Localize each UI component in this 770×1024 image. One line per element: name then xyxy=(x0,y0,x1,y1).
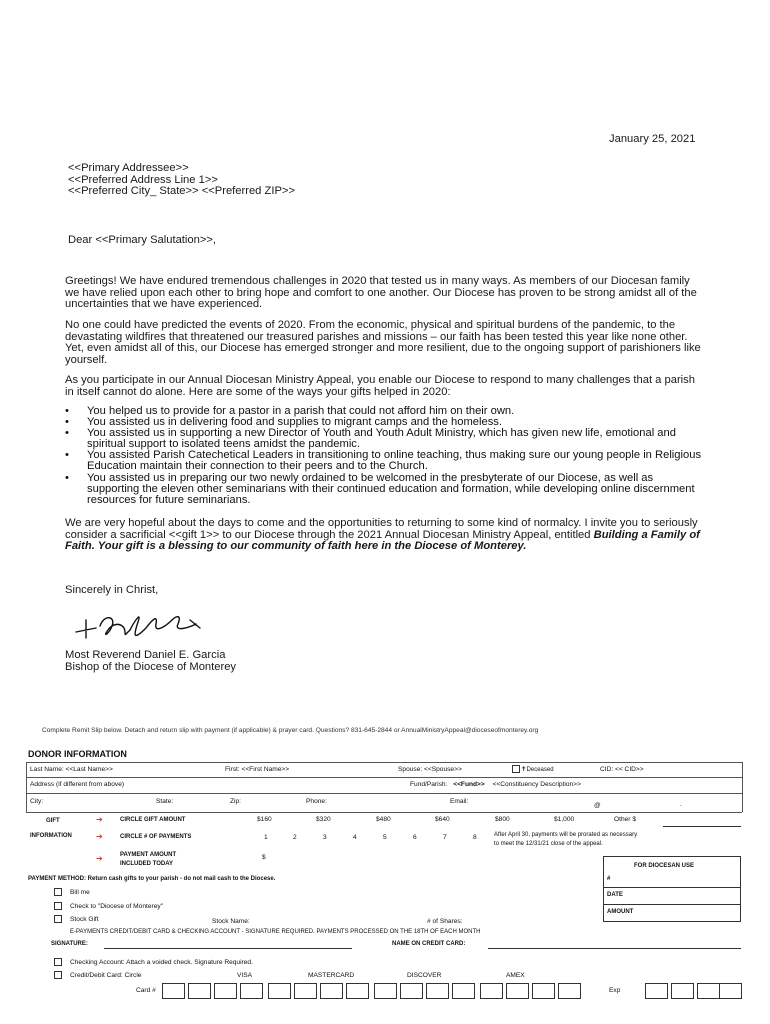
card-number-cell[interactable] xyxy=(400,983,423,999)
paragraph-4-text: We are very hopeful about the days to come and the opportunities to returning to some kind of normalcy. I invite you to seriously consider a sacrificial <<gift 1>> to our Diocese through the 2021 Annual Diocesan Ministry Appeal, entitled xyxy=(65,517,698,541)
paragraph-4-emphasis: Building a Family of Faith. Your gift is a blessing to our community of faith here in the Diocese of Monterey. xyxy=(65,528,700,553)
card-type-visa[interactable]: VISA xyxy=(237,972,253,979)
checkbox-icon[interactable] xyxy=(54,958,62,966)
card-number-cell[interactable] xyxy=(346,983,369,999)
payments-option-2[interactable]: 2 xyxy=(293,834,297,841)
payment-amount-input[interactable]: $ xyxy=(262,854,266,861)
gift-amount-320[interactable]: $320 xyxy=(316,816,331,823)
payments-option-3[interactable]: 3 xyxy=(323,834,327,841)
spouse-field[interactable]: Spouse: <<Spouse>> xyxy=(398,766,462,773)
email-at: @ xyxy=(594,802,601,809)
signature-input[interactable] xyxy=(104,948,352,949)
name-on-card-input[interactable] xyxy=(488,948,741,949)
card-number-cell[interactable] xyxy=(188,983,211,999)
card-number-cell[interactable] xyxy=(374,983,397,999)
fund-parish-field xyxy=(410,781,581,788)
zip-field[interactable]: Zip: xyxy=(230,798,241,805)
diocesan-date-label: DATE xyxy=(607,892,623,898)
signer-name: Most Reverend Daniel E. Garcia xyxy=(65,649,226,661)
phone-field[interactable]: Phone: xyxy=(306,798,327,805)
bullet-icon: • xyxy=(65,427,69,440)
exp-cell[interactable] xyxy=(671,983,694,999)
paragraph-2: No one could have predicted the events of 2020. From the economic, physical and spiritual burdens of the pandemic, to the devastating wildfires that threatened our treasured parishes and missions – our faith has been tested this year like none other. Yet, even amidst all of this, our Diocese has emerged stronger and more resilient, due to the ongoing support of parishioners like yourself. xyxy=(65,319,701,366)
email-field[interactable]: Email: xyxy=(450,798,469,805)
divider xyxy=(26,762,27,812)
card-number-cell[interactable] xyxy=(506,983,529,999)
card-number-cell[interactable] xyxy=(320,983,343,999)
cross-icon: ✝ xyxy=(521,766,527,773)
circle-payments-label: CIRCLE # OF PAYMENTS xyxy=(120,834,192,840)
arrow-icon: ➔ xyxy=(96,854,103,863)
state-field[interactable]: State: xyxy=(156,798,174,805)
card-number-cell[interactable] xyxy=(426,983,449,999)
check-option[interactable]: Check to "Diocese of Monterey" xyxy=(54,902,163,910)
gift-amount-480[interactable]: $480 xyxy=(376,816,391,823)
divider xyxy=(26,762,742,763)
information-label: INFORMATION xyxy=(30,833,72,839)
bullet-icon: • xyxy=(65,405,69,417)
diocesan-use-title: FOR DIOCESAN USE xyxy=(634,863,695,869)
address-line-3: <<Preferred City_ State>> <<Preferred ZIP>> xyxy=(68,185,295,198)
city-field[interactable]: City: xyxy=(30,798,44,805)
card-number-cell[interactable] xyxy=(558,983,581,999)
card-number-cell[interactable] xyxy=(452,983,475,999)
remit-instruction: Complete Remit Slip below. Detach and return slip with payment (if applicable) & prayer card. Questions? 831-645-2844 or AnnualMinistryAppeal@dioceseofmonterey.org xyxy=(42,727,539,734)
last-name-field[interactable]: Last Name: <<Last Name>> xyxy=(30,766,113,773)
exp-cell[interactable] xyxy=(719,983,742,999)
list-item: • You assisted us in delivering food and supplies to migrant camps and the homeless. xyxy=(65,416,503,429)
list-item: • You assisted us in supporting a new Director of Youth and Youth Adult Ministry, which has given new life, emotional and spiritual support to isolated teens amidst the pandemic. xyxy=(65,427,676,451)
bullet-icon: • xyxy=(65,416,69,429)
fund-parish-label: Fund/Parish: xyxy=(410,781,448,788)
divider xyxy=(26,777,742,778)
credit-debit-option[interactable]: Credit/Debit Card: Circle xyxy=(54,971,141,979)
address-field[interactable]: Address (if different from above) xyxy=(30,781,125,788)
card-number-label: Card # xyxy=(136,987,156,994)
payments-option-7[interactable]: 7 xyxy=(443,834,447,841)
letter-date: January 25, 2021 xyxy=(609,133,696,145)
card-number-cell[interactable] xyxy=(532,983,555,999)
divider xyxy=(742,762,743,812)
signer-title: Bishop of the Diocese of Monterey xyxy=(65,661,237,673)
name-on-card-label: NAME ON CREDIT CARD: xyxy=(392,941,466,947)
checkbox-icon[interactable] xyxy=(54,888,62,896)
address-line-2: <<Preferred Address Line 1>> xyxy=(68,173,218,186)
list-item: • You assisted Parish Catechetical Leaders in transitioning to online teaching, thus making sure our young people in Religious Education maintain their connection to their peers and to the Church. xyxy=(65,449,702,473)
payment-method-heading: PAYMENT METHOD: Return cash gifts to your parish - do not mail cash to the Diocese. xyxy=(28,876,276,882)
gift-amount-1000[interactable]: $1,000 xyxy=(554,816,575,823)
arrow-icon: ➔ xyxy=(96,832,103,841)
gift-amount-160[interactable]: $160 xyxy=(257,816,272,823)
constituency-value: <<Constituency Description>> xyxy=(492,781,581,788)
paragraph-1: Greetings! We have endured tremendous challenges in 2020 that tested us in many ways. As members of our Diocesan family we have relied upon each other to bring hope and comfort to one another. Our Diocese has proven to be strong amidst all of the uncertainties that we have experienced. xyxy=(65,275,697,311)
card-type-mastercard[interactable]: MASTERCARD xyxy=(308,972,355,979)
diocesan-amount-label: AMOUNT xyxy=(607,909,634,915)
bullet-list xyxy=(65,406,705,506)
card-number-cell[interactable] xyxy=(214,983,237,999)
cid-field: CID: << CID>> xyxy=(600,766,644,773)
epayments-note: E-PAYMENTS CREDIT/DEBIT CARD & CHECKING ACCOUNT - SIGNATURE REQUIRED. PAYMENTS PROCESSED ON THE 18TH OF EACH MONTH xyxy=(70,929,481,935)
card-number-cell[interactable] xyxy=(240,983,263,999)
circle-gift-label: CIRCLE GIFT AMOUNT xyxy=(120,817,186,823)
diocesan-hash-label: # xyxy=(607,876,611,882)
card-number-cell[interactable] xyxy=(294,983,317,999)
fund-value: <<Fund>> xyxy=(453,781,485,788)
exp-cell[interactable] xyxy=(645,983,668,999)
diocesan-use-box xyxy=(603,856,741,922)
gift-amount-800[interactable]: $800 xyxy=(495,816,510,823)
bill-me-option[interactable]: Bill me xyxy=(54,888,90,896)
shares-field[interactable]: # of Shares: xyxy=(427,918,463,925)
email-dot: . xyxy=(680,801,682,808)
donor-heading: DONOR INFORMATION xyxy=(28,749,127,759)
divider xyxy=(26,812,742,813)
bullet-icon: • xyxy=(65,471,69,484)
stock-gift-option[interactable]: Stock Gift xyxy=(54,915,99,923)
paragraph-3: As you participate in our Annual Diocesan Ministry Appeal, you enable our Diocese to respond to many challenges that a parish in itself cannot do alone. Here are some of the ways your gifts helped in 2020: xyxy=(65,374,695,398)
card-number-cell[interactable] xyxy=(480,983,503,999)
arrow-icon: ➔ xyxy=(96,815,103,824)
checkbox-icon[interactable] xyxy=(54,971,62,979)
prorate-note: After April 30, payments will be prorated as necessary to meet the 12/31/21 close of the appeal. xyxy=(494,832,638,847)
exp-cell[interactable] xyxy=(697,983,720,999)
card-type-discover[interactable]: DISCOVER xyxy=(407,972,442,979)
card-number-cell[interactable] xyxy=(268,983,291,999)
stock-name-field[interactable]: Stock Name: xyxy=(212,918,250,925)
list-item: • You assisted us in preparing our two newly ordained to be welcomed in the presbyterate of our Diocese, as well as supporting the eleven other seminarians with their continued education and formation, while developing online discernment resources for future seminarians. xyxy=(65,471,695,506)
payments-option-4[interactable]: 4 xyxy=(353,834,357,841)
closing: Sincerely in Christ, xyxy=(65,584,159,596)
bullet-icon: • xyxy=(65,449,69,462)
exp-label: Exp xyxy=(609,987,621,994)
payments-option-6[interactable]: 6 xyxy=(413,834,417,841)
signature-image xyxy=(72,604,212,644)
paragraph-4 xyxy=(65,518,705,553)
card-type-amex[interactable]: AMEX xyxy=(506,972,525,979)
card-number-cell[interactable] xyxy=(162,983,185,999)
checking-account-option[interactable]: Checking Account: Attach a voided check. Signature Required. xyxy=(54,958,253,966)
payment-amount-label: PAYMENT AMOUNT INCLUDED TODAY xyxy=(120,852,177,867)
checkbox-icon[interactable] xyxy=(54,902,62,910)
address-block xyxy=(68,163,295,198)
list-item: • You helped us to provide for a pastor in a parish that could not afford him on their own. xyxy=(65,405,515,417)
payments-option-1[interactable]: 1 xyxy=(264,834,268,841)
first-name-field[interactable]: First: <<First Name>> xyxy=(225,766,290,773)
payments-option-5[interactable]: 5 xyxy=(383,834,387,841)
other-amount-input[interactable] xyxy=(663,826,741,827)
deceased-label: Deceased xyxy=(526,767,554,773)
checkbox-icon[interactable] xyxy=(54,915,62,923)
gift-label: GIFT xyxy=(46,818,60,824)
other-amount-label: Other $ xyxy=(614,816,636,823)
deceased-checkbox[interactable] xyxy=(512,765,554,773)
address-line-1: <<Primary Addressee>> xyxy=(68,162,189,174)
payments-option-8[interactable]: 8 xyxy=(473,834,477,841)
checkbox-icon[interactable] xyxy=(512,765,520,773)
signature-label: SIGNATURE: xyxy=(51,941,88,947)
divider xyxy=(26,793,742,794)
gift-amount-640[interactable]: $640 xyxy=(435,816,450,823)
salutation: Dear <<Primary Salutation>>, xyxy=(68,234,216,246)
